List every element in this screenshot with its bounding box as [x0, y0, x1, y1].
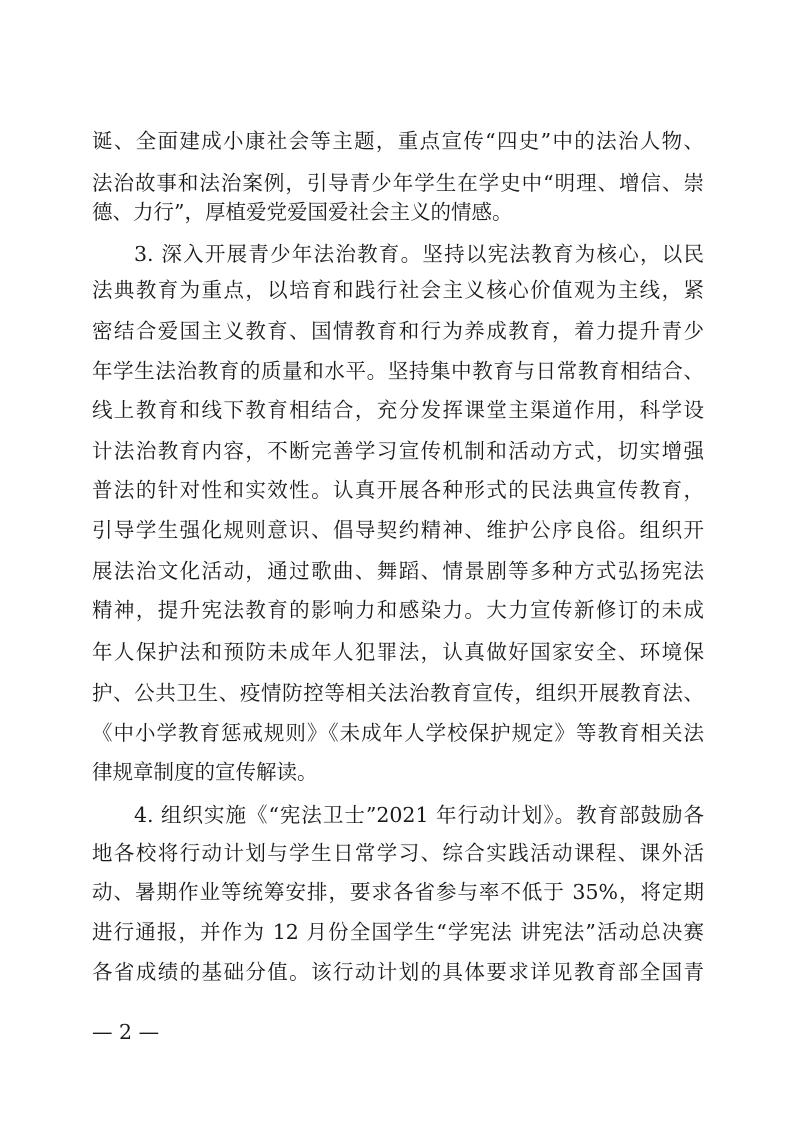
body-text-line: 引导学生强化规则意识、倡导契约精神、维护公序良俗。组织开 — [92, 518, 704, 542]
page-number: — 2 — — [92, 1020, 160, 1044]
body-text-line: 护、公共卫生、疫情防控等相关法治教育宣传，组织开展教育法、 — [92, 681, 704, 705]
body-text-line: 年人保护法和预防未成年人犯罪法，认真做好国家安全、环境保 — [92, 640, 704, 664]
paragraph-4-heading-line: 4. 组织实施《“宪法卫士”2021 年行动计划》。教育部鼓励各 — [134, 803, 704, 827]
body-text-line: 法治故事和法治案例，引导青少年学生在学史中“明理、增信、崇 — [92, 171, 704, 195]
body-text-line: 进行通报，并作为 12 月份全国学生“学宪法 讲宪法”活动总决赛 — [92, 920, 704, 944]
body-text-line: 计法治教育内容，不断完善学习宣传机制和活动方式，切实增强 — [92, 439, 704, 463]
body-text-line: 法典教育为重点，以培育和践行社会主义核心价值观为主线，紧 — [92, 278, 704, 302]
body-text-line: 律规章制度的宣传解读。 — [92, 760, 318, 784]
body-text-line: 《中小学教育惩戒规则》《未成年人学校保护规定》等教育相关法 — [92, 721, 704, 745]
body-text-line: 诞、全面建成小康社会等主题，重点宣传“四史”中的法治人物、 — [92, 129, 704, 153]
body-text-line: 精神，提升宪法教育的影响力和感染力。大力宣传新修订的未成 — [92, 598, 704, 622]
body-text-line: 地各校将行动计划与学生日常学习、综合实践活动课程、课外活 — [92, 841, 704, 865]
body-text-line: 展法治文化活动，通过歌曲、舞蹈、情景剧等多种方式弘扬宪法 — [92, 559, 704, 583]
paragraph-3-heading-line: 3. 深入开展青少年法治教育。坚持以宪法教育为核心，以民 — [134, 242, 704, 266]
body-text-line: 各省成绩的基础分值。该行动计划的具体要求详见教育部全国青 — [92, 960, 704, 984]
body-text-line: 普法的针对性和实效性。认真开展各种形式的民法典宣传教育， — [92, 478, 704, 502]
body-text-line: 年学生法治教育的质量和水平。坚持集中教育与日常教育相结合、 — [92, 359, 704, 383]
body-text-line: 线上教育和线下教育相结合，充分发挥课堂主渠道作用，科学设 — [92, 398, 704, 422]
body-text-line: 动、暑期作业等统筹安排，要求各省参与率不低于 35%，将定期 — [92, 880, 704, 904]
body-text-line: 德、力行”，厚植爱党爱国爱社会主义的情感。 — [92, 200, 513, 224]
body-text-line: 密结合爱国主义教育、国情教育和行为养成教育，着力提升青少 — [92, 319, 704, 343]
